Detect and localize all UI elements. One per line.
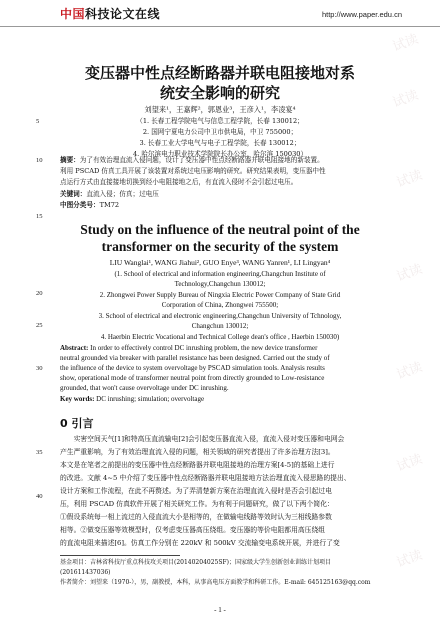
abstract-en-line: show, operational mode of transformer neutral point from directly grounded to Low-resistance	[60, 374, 325, 382]
affiliation-cn: 2. 国网宁夏电力公司中卫市供电局，中卫 755000；	[142, 128, 298, 136]
abstract-en-line: the influence of the device to system overvoltage by PSCAD simulation tools. Analysis results	[60, 364, 325, 372]
line-number: 10	[36, 157, 43, 164]
line-number: 5	[36, 118, 40, 125]
keywords-cn: 关键词：直流入侵；仿真；过电压	[60, 190, 159, 198]
footnote-funding: (201611437036)	[60, 569, 111, 576]
body-text-line: 设计方案和工作流程，在此不再赘述。为了弄清楚新方案在治理直流入侵时是否会引起过电	[60, 487, 332, 495]
body-text-line: 压，利用 PSCAD 仿真软件开展了相关研究工作。为有利于问题研究，做了以下两个简化：	[60, 500, 334, 508]
body-text-line: 的直流电阻来描述[6]。仿真工作分别在 220kV 和 500kV 交流输变电系统开展，并进行了变	[60, 539, 340, 547]
body-text-line: ①假设系统每一相上流过的入侵直流大小是相等的，在做输电线路等效时认为三相线路参数	[60, 513, 332, 521]
affiliation-en: Corporation of China, Zhongwei 755500;	[161, 301, 279, 309]
footnote-divider	[60, 555, 180, 556]
header-bar	[0, 0, 440, 27]
section-heading-introduction: 0 引言	[60, 417, 94, 430]
line-number: 15	[36, 213, 43, 220]
affiliation-en: (1. School of electrical and information engineering,Changchun Institute of	[114, 270, 326, 278]
body-text-line: 本文是在笔者之前提出的变压器中性点经断路器并联电阻接地的治理方案[4-5]的基础上进行	[60, 461, 335, 469]
watermark: 试读	[394, 547, 425, 571]
affiliation-cn: （1. 长春工程学院电气与信息工程学院，长春 130012；	[136, 117, 304, 125]
footnote-funding: 基金项目：吉林省科技厅重点科技攻关项目(20140204025SF)；国家级大学生创新创业训练计划项目	[60, 559, 331, 566]
title-en-line-2: transformer on the security of the system	[101, 239, 339, 254]
abstract-en-label: Abstract:	[60, 344, 89, 352]
watermark: 试读	[390, 87, 421, 111]
watermark: 试读	[394, 359, 425, 383]
page-number: - 1 -	[214, 606, 226, 614]
affiliation-en: 2. Zhongwei Power Supply Bureau of Ningxia Electric Power Company of State Grid	[99, 291, 341, 299]
affiliation-cn: 3. 长春工业大学电气与电子工程学院，长春 130012；	[139, 139, 301, 147]
watermark: 试读	[390, 31, 421, 55]
title-cn-line-1: 变压器中性点经断路器并联电阻接地对系	[84, 64, 355, 82]
clc-number: 中图分类号：TM72	[60, 201, 120, 209]
abstract-en-line: grounded, that won't cause overvoltage under DC inrushing.	[60, 384, 229, 392]
line-number: 20	[36, 290, 43, 297]
body-text-line: 产生严重影响，为了有效治理直流入侵的问题，相关领域的研究者提出了许多治理方法[3]。	[60, 448, 335, 456]
footnote-author-bio: 作者简介：刘望来（1970-），男，副教授，本科，从事高电压方面教学和科研工作。E-mail: 645125163@qq.com	[60, 579, 371, 586]
line-number: 30	[36, 365, 43, 372]
watermark: 试读	[394, 451, 425, 475]
affiliation-cn: 4. 哈尔滨电力职业技术学院院长办公室，哈尔滨 150030）	[132, 150, 308, 158]
abstract-cn-line: 利用 PSCAD 仿真工具开展了该装置对系统过电压影响的研究。研究结果表明，变压器中性	[60, 167, 326, 175]
body-text-line: 实害空间天气[1]和特高压直流输电[2]会引起变压器直流入侵，直流入侵对变压器和电网会	[60, 435, 345, 443]
abstract-cn-line: 点运行方式由直接接地切换到经小电阻接地之后，有直流入侵时不会引起过电压。	[60, 178, 298, 186]
site-url-link[interactable]: http://www.paper.edu.cn	[321, 10, 402, 19]
site-logo[interactable]: 中国科技论文在线	[60, 7, 161, 21]
affiliation-en: 3. School of electrical and electronic engineering,Changchun University of Tchnology,	[98, 312, 342, 320]
body-text-line: 的改进。文献 4~5 中介绍了变压器中性点经断路器并联电阻接地方法治理直流入侵思路的提出、	[60, 474, 351, 482]
authors-cn: 刘望来¹，王嘉辉²，郭恩业³，王彦入¹，李凌宴⁴	[144, 105, 296, 114]
line-number: 35	[36, 449, 43, 456]
line-number: 40	[36, 493, 43, 500]
abstract-en-line: neutral grounded via breaker with parallel resistance has been designed. Carried out the study of	[60, 354, 330, 362]
abstract-en-line: Abstract: In order to effectively control DC inrushing problem, the new device transformer	[60, 344, 318, 352]
affiliation-en: Changchun 130012;	[191, 322, 249, 330]
abstract-cn-label: 摘要：	[60, 156, 80, 164]
watermark: 试读	[394, 261, 425, 285]
body-text-line: 相等。②做变压器等效模型时，仅考虑变压器高压绕组。变压器的等价电阻都用高压绕组	[60, 526, 326, 534]
title-cn-line-2: 统安全影响的研究	[159, 84, 280, 102]
line-number: 25	[36, 322, 43, 329]
abstract-cn-line: 摘要：为了有效治理直流入侵问题，设计了变压器中性点经断路器并联电阻接地的新装置。	[60, 156, 324, 164]
authors-en: LIU Wanglai¹, WANG Jiahui², GUO Enye³, WANG Yanren¹, LI Lingyan⁴	[109, 258, 331, 267]
affiliation-en: 4. Haerbin Electric Vocational and Technical College dean's office , Haerbin 150030)	[100, 333, 340, 341]
title-en-line-1: Study on the influence of the neutral point of the	[80, 222, 360, 237]
affiliation-en: Technology,Changchun 130012;	[174, 280, 266, 288]
watermark: 试读	[394, 167, 425, 191]
keywords-en: Key words: DC inrushing; simulation; overvoltage	[60, 395, 205, 403]
